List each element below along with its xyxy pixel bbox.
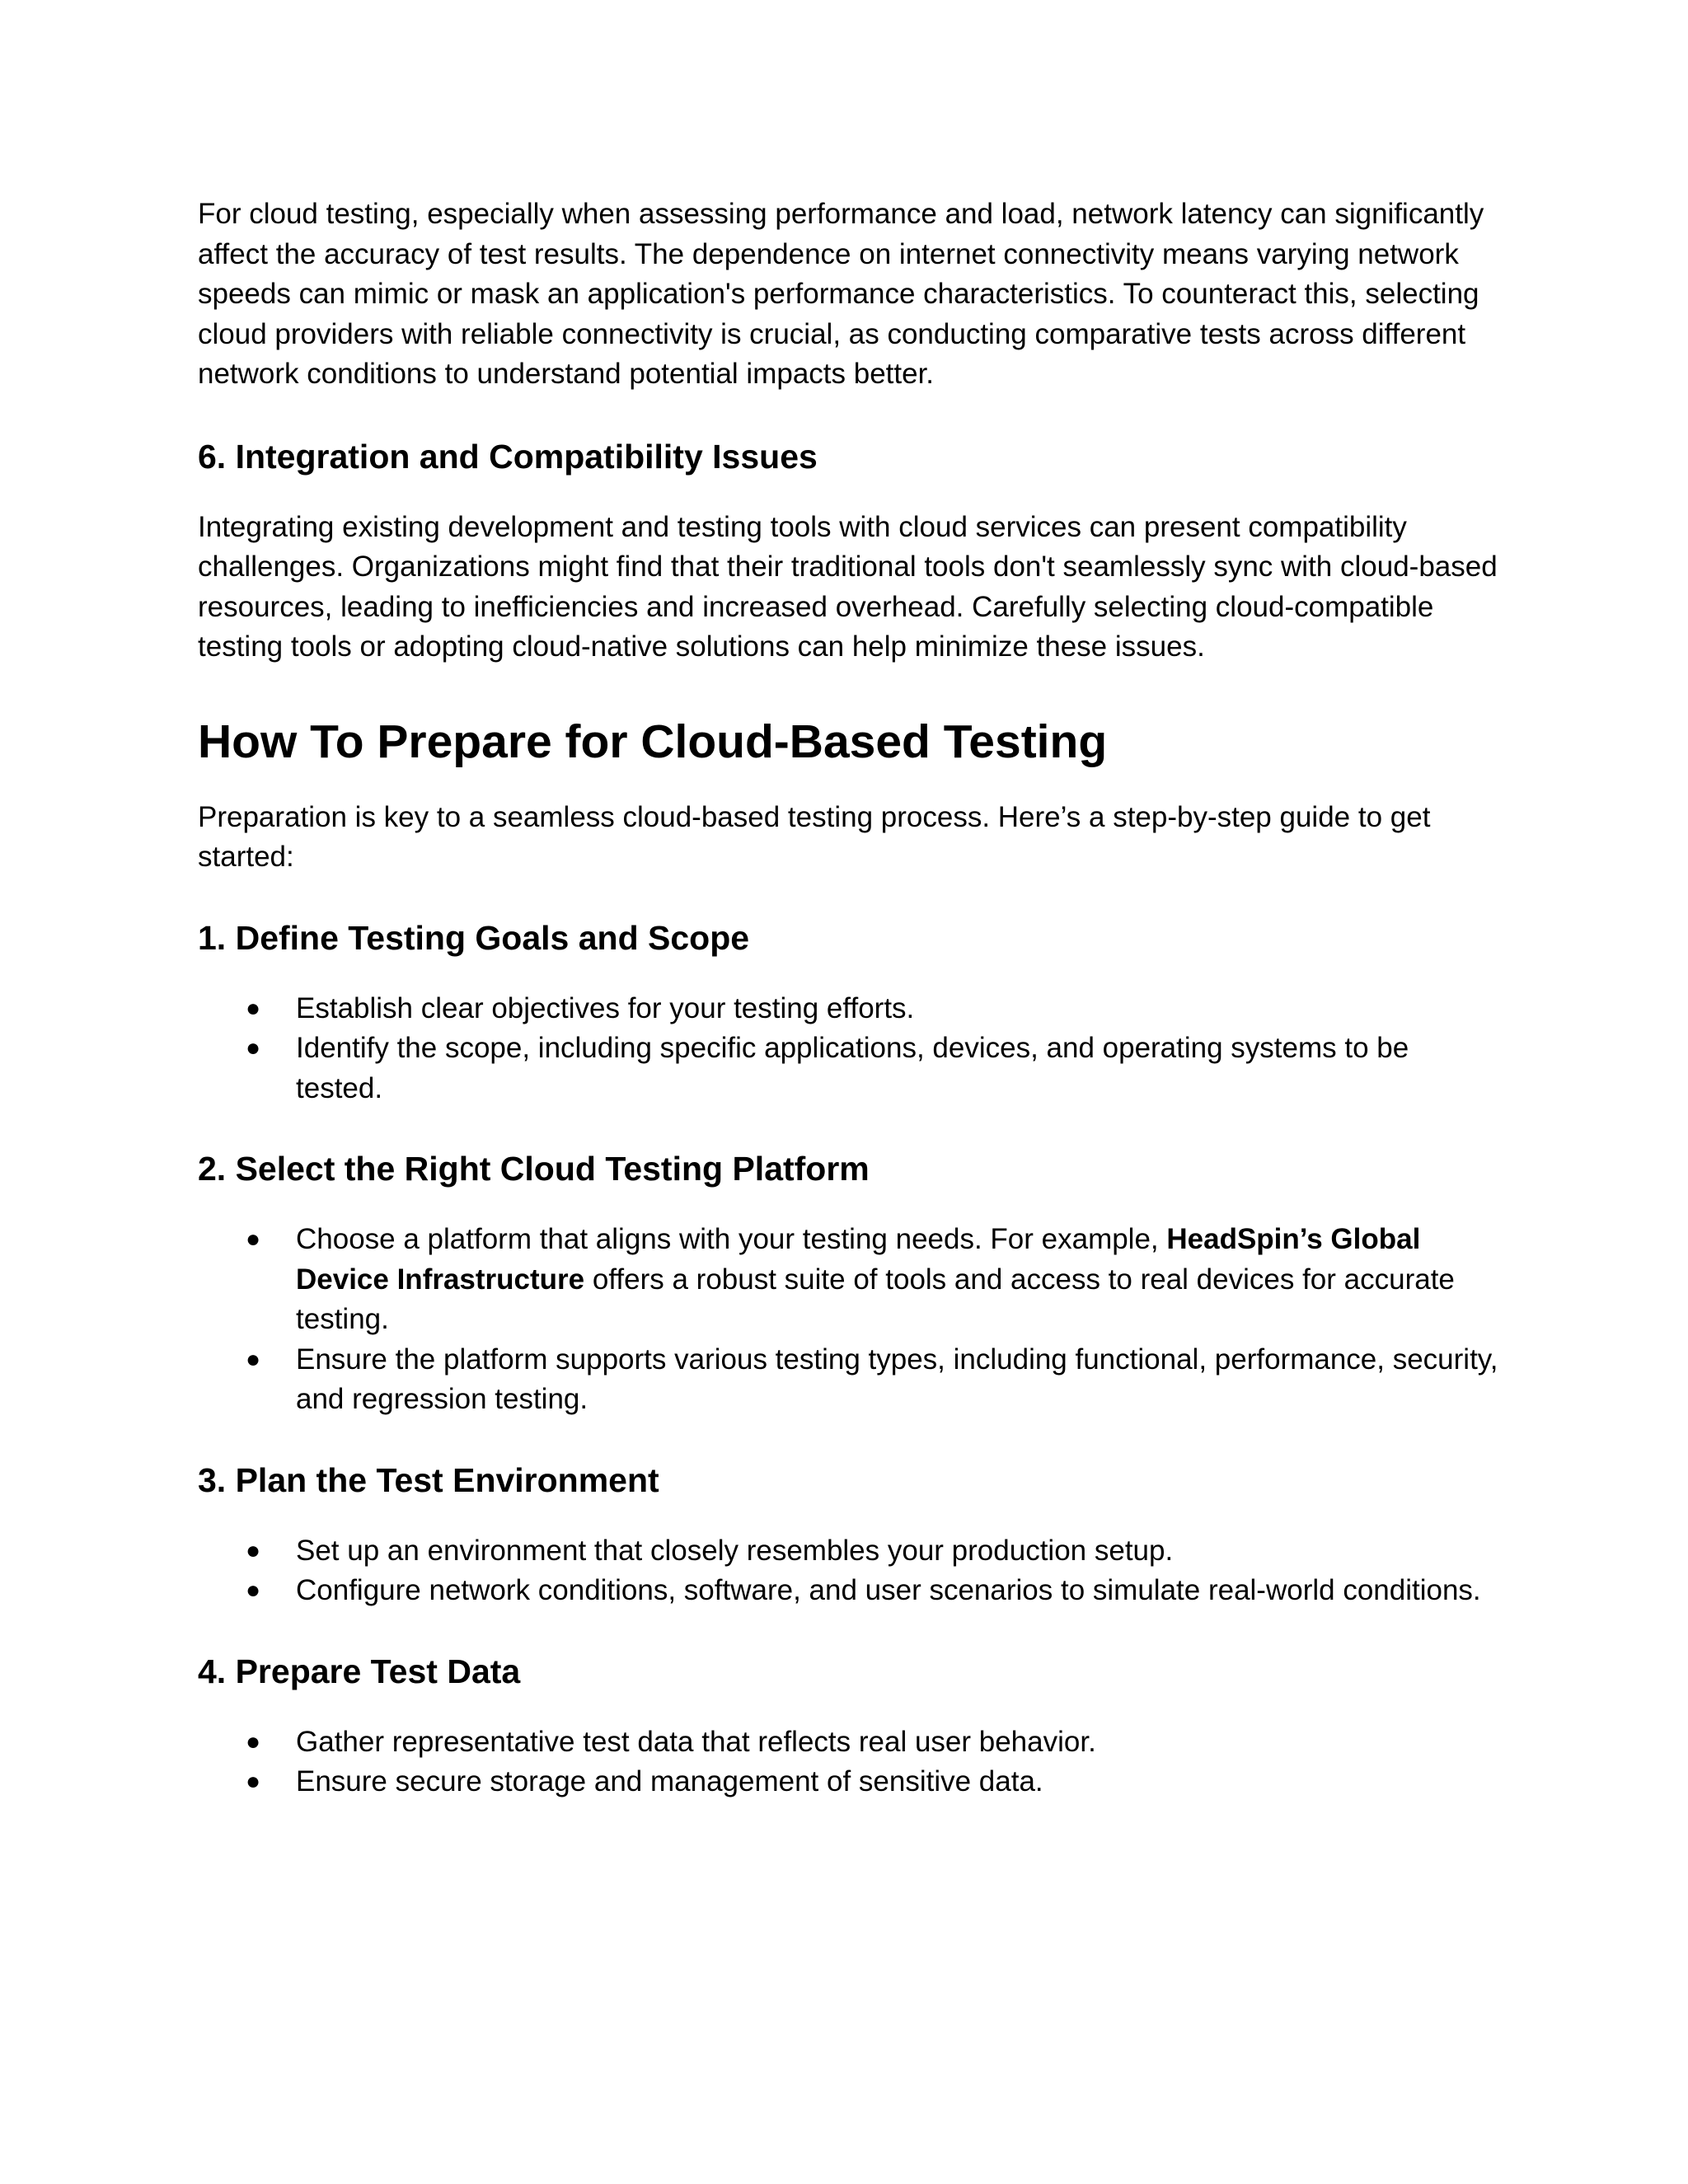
list-item bbox=[198, 989, 1500, 1029]
step-1-heading: 1. Define Testing Goals and Scope bbox=[198, 918, 750, 957]
list-item-text-end: offers a robust suite of tools and access to real devices for accurate testing. bbox=[296, 1263, 1455, 1335]
list-item bbox=[198, 1571, 1500, 1611]
list-item-text: Set up an environment that closely resembles your production setup. bbox=[296, 1534, 1174, 1567]
step-3-heading: 3. Plan the Test Environment bbox=[198, 1460, 659, 1499]
step-3-list bbox=[198, 1531, 1500, 1611]
step-2-list bbox=[198, 1220, 1500, 1420]
list-item-text-start: Choose a platform that aligns with your testing needs. For example, bbox=[296, 1223, 1167, 1255]
document-page bbox=[198, 194, 1500, 1802]
prepare-intro: Preparation is key to a seamless cloud-based testing process. Here’s a step-by-step guide to get started: bbox=[198, 800, 1431, 873]
list-item-text bbox=[296, 1223, 1455, 1335]
bullet-icon: ● bbox=[246, 1034, 261, 1062]
list-item bbox=[198, 1722, 1500, 1763]
list-item-text: Identify the scope, including specific applications, devices, and operating systems to be tested. bbox=[296, 1032, 1409, 1104]
list-item bbox=[198, 1029, 1500, 1108]
bullet-icon: ● bbox=[246, 1226, 261, 1253]
list-item-text: Ensure secure storage and management of sensitive data. bbox=[296, 1765, 1043, 1797]
list-item-text: Configure network conditions, software, and user scenarios to simulate real-world conditions. bbox=[296, 1574, 1481, 1606]
list-item-text: Ensure the platform supports various testing types, including functional, performance, security, and regression testing. bbox=[296, 1343, 1498, 1415]
bullet-icon: ● bbox=[246, 1345, 261, 1373]
bullet-icon: ● bbox=[246, 1768, 261, 1795]
list-item bbox=[198, 1531, 1500, 1572]
list-item-text: Establish clear objectives for your testing efforts. bbox=[296, 991, 915, 1024]
intro-paragraph: For cloud testing, especially when assessing performance and load, network latency can significantly affect the accuracy of test results. The dependence on internet connectivity means varying network speeds can mimic or mask an application's performance characteristics. To counteract this, selecting cloud providers with reliable connectivity is crucial, as conducting comparative tests across different network conditions to understand potential impacts better. bbox=[198, 198, 1484, 390]
step-4-list bbox=[198, 1722, 1500, 1802]
section-6-heading: 6. Integration and Compatibility Issues bbox=[198, 437, 818, 476]
step-2-heading: 2. Select the Right Cloud Testing Platform bbox=[198, 1150, 870, 1188]
list-item-text: Gather representative test data that reflects real user behavior. bbox=[296, 1725, 1096, 1758]
bullet-icon: ● bbox=[246, 1577, 261, 1604]
section-6-body: Integrating existing development and testing tools with cloud services can present compatibility challenges. Organizations might find that their traditional tools don't seamlessly sync with cloud-based resources, leading to inefficiencies and increased overhead. Carefully selecting cloud-compatible testing tools or adopting cloud-native solutions can help minimize these issues. bbox=[198, 510, 1498, 663]
list-item bbox=[198, 1220, 1500, 1340]
list-item bbox=[198, 1762, 1500, 1802]
bullet-icon: ● bbox=[246, 1727, 261, 1755]
bullet-icon: ● bbox=[246, 1536, 261, 1564]
list-item bbox=[198, 1340, 1500, 1420]
step-1-list bbox=[198, 989, 1500, 1109]
headspin-gdi-emphasis: HeadSpin’s Global Device Infrastructure bbox=[296, 1223, 1421, 1296]
bullet-icon: ● bbox=[246, 994, 261, 1022]
step-4-heading: 4. Prepare Test Data bbox=[198, 1652, 521, 1690]
prepare-heading: How To Prepare for Cloud-Based Testing bbox=[198, 715, 1108, 768]
